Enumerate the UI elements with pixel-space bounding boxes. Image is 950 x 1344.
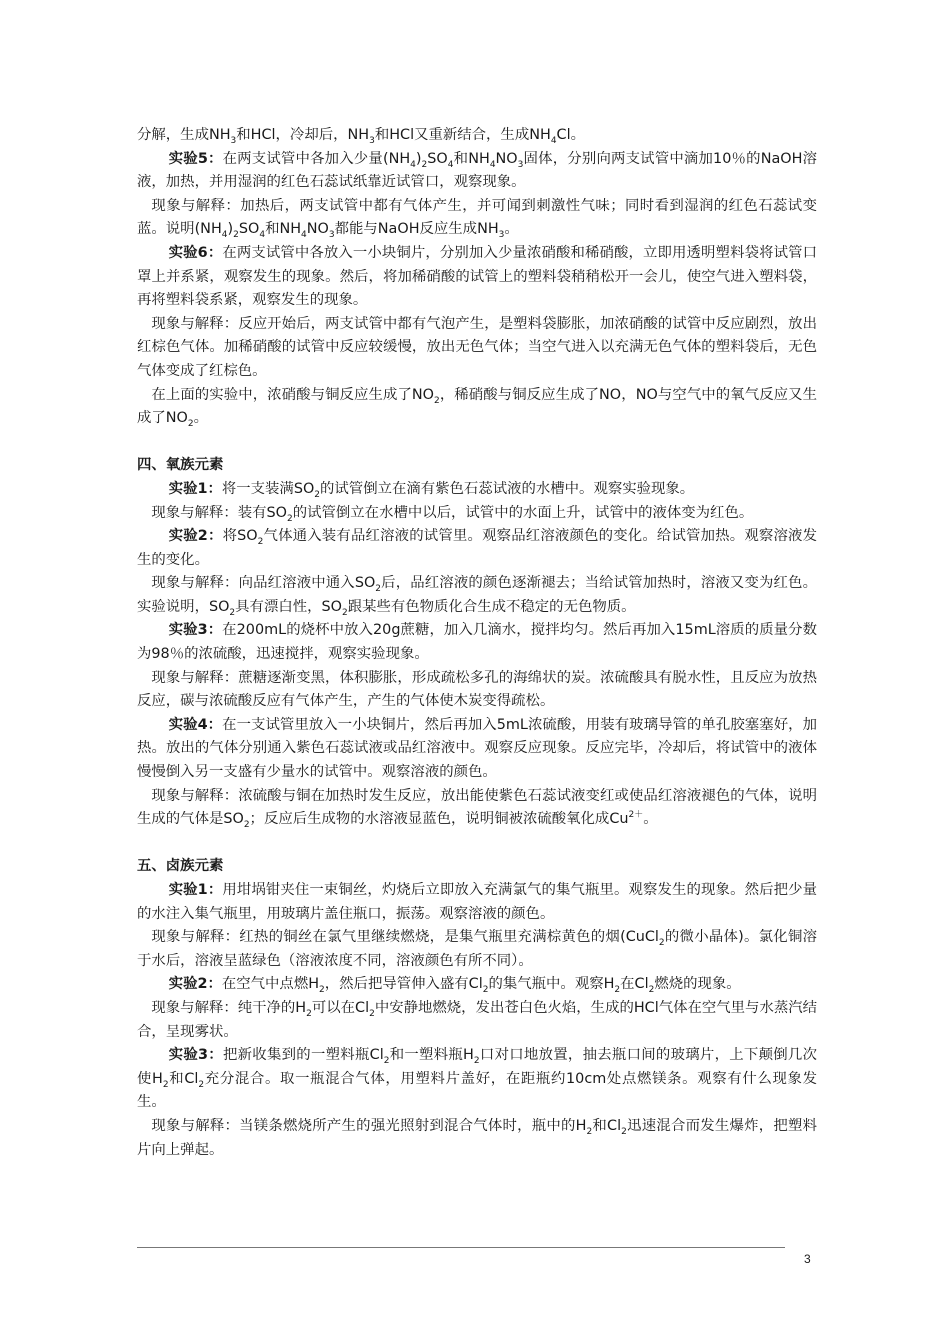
experiment-h1: 实验1：用坩埚钳夹住一束铜丝，灼烧后立即放入充满氯气的集气瓶里。观察发生的现象。然后把少量的水注入集气瓶里，用玻璃片盖住瓶口，振荡。观察溶液的颜色。: [137, 882, 817, 922]
experiment-o4: 实验4：在一支试管里放入一小块铜片，然后再加入5mL浓硫酸，用装有玻璃导管的单孔胶塞塞好，加热。放出的气体分别通入紫色石蕊试液或品红溶液中。观察反应现象。反应完毕，冷却后，将试管中的液体慢慢倒入另一支盛有少量水的试管中。观察溶液的颜色。: [137, 716, 817, 781]
explanation-h3: 现象与解释：当镁条燃烧所产生的强光照射到混合气体时，瓶中的$H_2$和$Cl_2$迅速混合而发生爆炸，把塑料片向上弹起。: [137, 1117, 817, 1158]
explanation-h2: 现象与解释：纯干净的$H_2$可以在$Cl_2$中安静地燃烧，发出苍白色火焰，生成的HCl气体在空气里与水蒸汽结合，呈现雾状。: [137, 999, 818, 1040]
experiment-o2: 实验2：将$SO_2$气体通入装有品红溶液的试管里。观察品红溶液颜色的变化。给试管加热。观察溶液发生的变化。: [137, 528, 817, 568]
explanation-6: 现象与解释：反应开始后，两支试管中都有气泡产生，是塑料袋膨胀，加浓硝酸的试管中反应剧烈，放出红棕色气体。加稀硝酸的试管中反应较缓慢，放出无色气体；当空气进入以充满无色气体的塑料袋后，无色气体变成了红棕色。: [137, 315, 817, 379]
explanation-h1: 现象与解释：红热的铜丝在氯气里继续燃烧，是集气瓶里充满棕黄色的烟(CuCl$_2$的微小晶体)。氯化铜溶于水后，溶液呈蓝绿色（溶液浓度不同，溶液颜色有所不同）。: [137, 929, 817, 969]
explanation-o3: 现象与解释：蔗糖逐渐变黑，体积膨胀，形成疏松多孔的海绵状的炭。浓硫酸具有脱水性，且反应为放热反应，碳与浓硫酸反应有气体产生，产生的气体使木炭变得疏松。: [137, 669, 817, 710]
experiment-h2: 实验2：在空气中点燃$H_2$，然后把导管伸入盛有$Cl_2$的集气瓶中。观察$H_2$在$Cl_2$燃烧的现象。: [168, 976, 741, 996]
explanation-5: 现象与解释：加热后，两支试管中都有气体产生，并可闻到刺激性气味；同时看到湿润的红色石蕊试变蓝。说明$(NH_4)_2SO_4$和$NH_4NO_3$都能与NaOH反应生成$NH_3$。: [137, 197, 817, 241]
explanation-o4: 现象与解释：浓硫酸与铜在加热时发生反应，放出能使紫色石蕊试液变红或使品红溶液褪色的气体，说明生成的气体是$SO_2$；反应后生成物的水溶液显蓝色，说明铜被浓硫酸氧化成$Cu^{2+}$。: [137, 787, 817, 831]
experiment-o1: 实验1：将一支装满$SO_2$的试管倒立在滴有紫色石蕊试液的水槽中。观察实验现象。: [168, 480, 695, 500]
document-body: [137, 124, 817, 1162]
section-heading-halogen: 五、卤族元素: [137, 858, 224, 875]
experiment-6: 实验6：在两支试管中各放入一小块铜片，分别加入少量浓硝酸和稀硝酸，立即用透明塑料袋将试管口罩上并系紧，观察发生的现象。然后，将加稀硝酸的试管上的塑料袋稍稍松开一会儿，使空气进入塑料袋，再将塑料袋系紧，观察发生的现象。: [137, 244, 817, 309]
explanation-o2: 现象与解释：向品红溶液中通入$SO_2$后，品红溶液的颜色逐渐褪去；当给试管加热时，溶液又变为红色。实验说明，$SO_2$具有漂白性，$SO_2$跟某些有色物质化合生成不稳定的无色物质。: [137, 575, 817, 618]
experiment-5: 实验5：在两支试管中各加入少量$(NH_4)_2SO_4$和$NH_4NO_3$固体，分别向两支试管中滴加10％的NaOH溶液，加热，并用湿润的红色石蕊试纸靠近试管口，观察现象。: [137, 150, 818, 191]
page-number: 3: [804, 1252, 811, 1266]
footer-rule: [137, 1247, 785, 1248]
section-heading-oxygen: 四、氧族元素: [137, 457, 224, 474]
paragraph: 分解，生成$NH_3$和HCl，冷却后，$NH_3$和HCl又重新结合，生成$NH_4Cl$。: [137, 127, 585, 146]
summary-paragraph: 在上面的实验中，浓硝酸与铜反应生成了$NO_2$，稀硝酸与铜反应生成了NO，NO与空气中的氧气反应又生成了$NO_2$。: [137, 386, 818, 429]
experiment-h3: 实验3：把新收集到的一塑料瓶$Cl_2$和一塑料瓶$H_2$口对口地放置，抽去瓶口间的玻璃片，上下颠倒几次使$H_2$和$Cl_2$充分混合。取一瓶混合气体，用塑料片盖好，在距瓶约10cm处点燃镁条。观察有什么现象发生。: [137, 1047, 817, 1111]
experiment-o3: 实验3：在200mL的烧杯中放入20g蔗糖，加入几滴水，搅拌均匀。然后再加入15mL溶质的质量分数为98％的浓硫酸，迅速搅拌，观察实验现象。: [137, 622, 817, 663]
explanation-o1: 现象与解释：装有$SO_2$的试管倒立在水槽中以后，试管中的水面上升，试管中的液体变为红色。: [151, 504, 754, 524]
